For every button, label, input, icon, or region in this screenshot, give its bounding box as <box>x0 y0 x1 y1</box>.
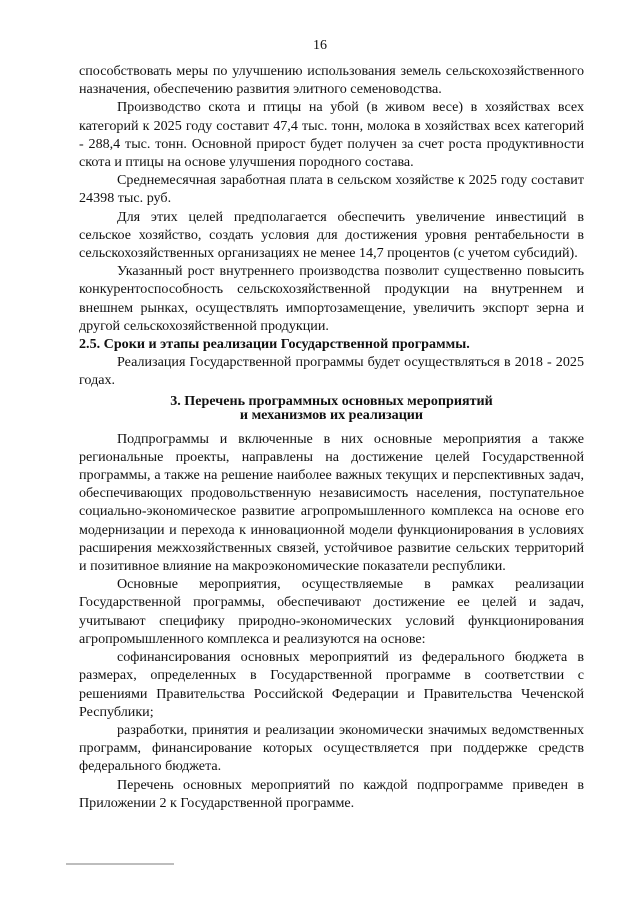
paragraph: Основные мероприятия, осуществляемые в рамках реализации Государственной программы, обеспечивают достижение ее целей и задач, учитывают специфику природно-экономических условий функционирования агропромышленного комплекса и реализуются на основе: <box>79 576 584 647</box>
paragraph: Указанный рост внутреннего производства позволит существенно повысить конкурентоспособность сельскохозяйственной продукции на внутреннем и внешнем рынках, осуществлять импортозамещение, увеличить экспорт зерна и другой сельскохозяйственной продукции. <box>79 263 584 334</box>
paragraph: софинансирования основных мероприятий из федерального бюджета в размерах, определенных в Государственной программе в соответствии с решениями Правительства Российской Федерации и Правительства Чеченской Республики; <box>79 649 584 720</box>
section-heading-3 <box>79 394 584 423</box>
document-body <box>79 62 584 812</box>
section-heading-2-5: 2.5. Сроки и этапы реализации Государственной программы. <box>79 336 470 353</box>
section-heading-3-line2: и механизмов их реализации <box>239 407 424 424</box>
section-heading-3-line1: 3. Перечень программных основных мероприятий <box>170 392 493 409</box>
footer-mark <box>66 862 176 867</box>
paragraph: Среднемесячная заработная плата в сельском хозяйстве к 2025 году составит 24398 тыс. руб. <box>79 172 584 207</box>
paragraph: Производство скота и птицы на убой (в живом весе) в хозяйствах всех категорий к 2025 году составит 47,4 тыс. тонн, молока в хозяйствах всех категорий - 288,4 тыс. тонн. Основной прирост будет получен за счет роста продуктивности скота и птицы на основе улучшения породного состава. <box>79 99 584 171</box>
paragraph: способствовать меры по улучшению использования земель сельскохозяйственного назначения, обеспечению развития элитного семеноводства. <box>79 63 584 98</box>
paragraph: Подпрограммы и включенные в них основные мероприятия а также региональные проекты, направлены на достижение целей Государственной программы, а также на решение наиболее важных текущих и перспективных задач, обеспечивающих продовольственную независимость населения, поступательное социально-экономическое развитие агропромышленного комплекса на основе его модернизации и перехода к инновационной модели функционирования в условиях расширения межхозяйственных связей, устойчивое развитие сельских территорий и позитивное влияние на макроэкономические показатели республики. <box>79 430 584 575</box>
paragraph: Для этих целей предполагается обеспечить увеличение инвестиций в сельское хозяйство, создать условия для достижения уровня рентабельности в сельскохозяйственных организациях не менее 14,7 процентов (с учетом субсидий). <box>79 208 584 262</box>
page-number: 16 <box>313 38 327 53</box>
paragraph: Перечень основных мероприятий по каждой подпрограмме приведен в Приложении 2 к Государственной программе. <box>79 776 584 811</box>
footer-file-path-mark <box>66 862 176 869</box>
paragraph: Реализация Государственной программы будет осуществляться в 2018 - 2025 годах. <box>79 354 584 389</box>
paragraph: разработки, принятия и реализации экономически значимых ведомственных программ, финансирование которых осуществляется при поддержке средств федерального бюджета. <box>79 721 584 775</box>
